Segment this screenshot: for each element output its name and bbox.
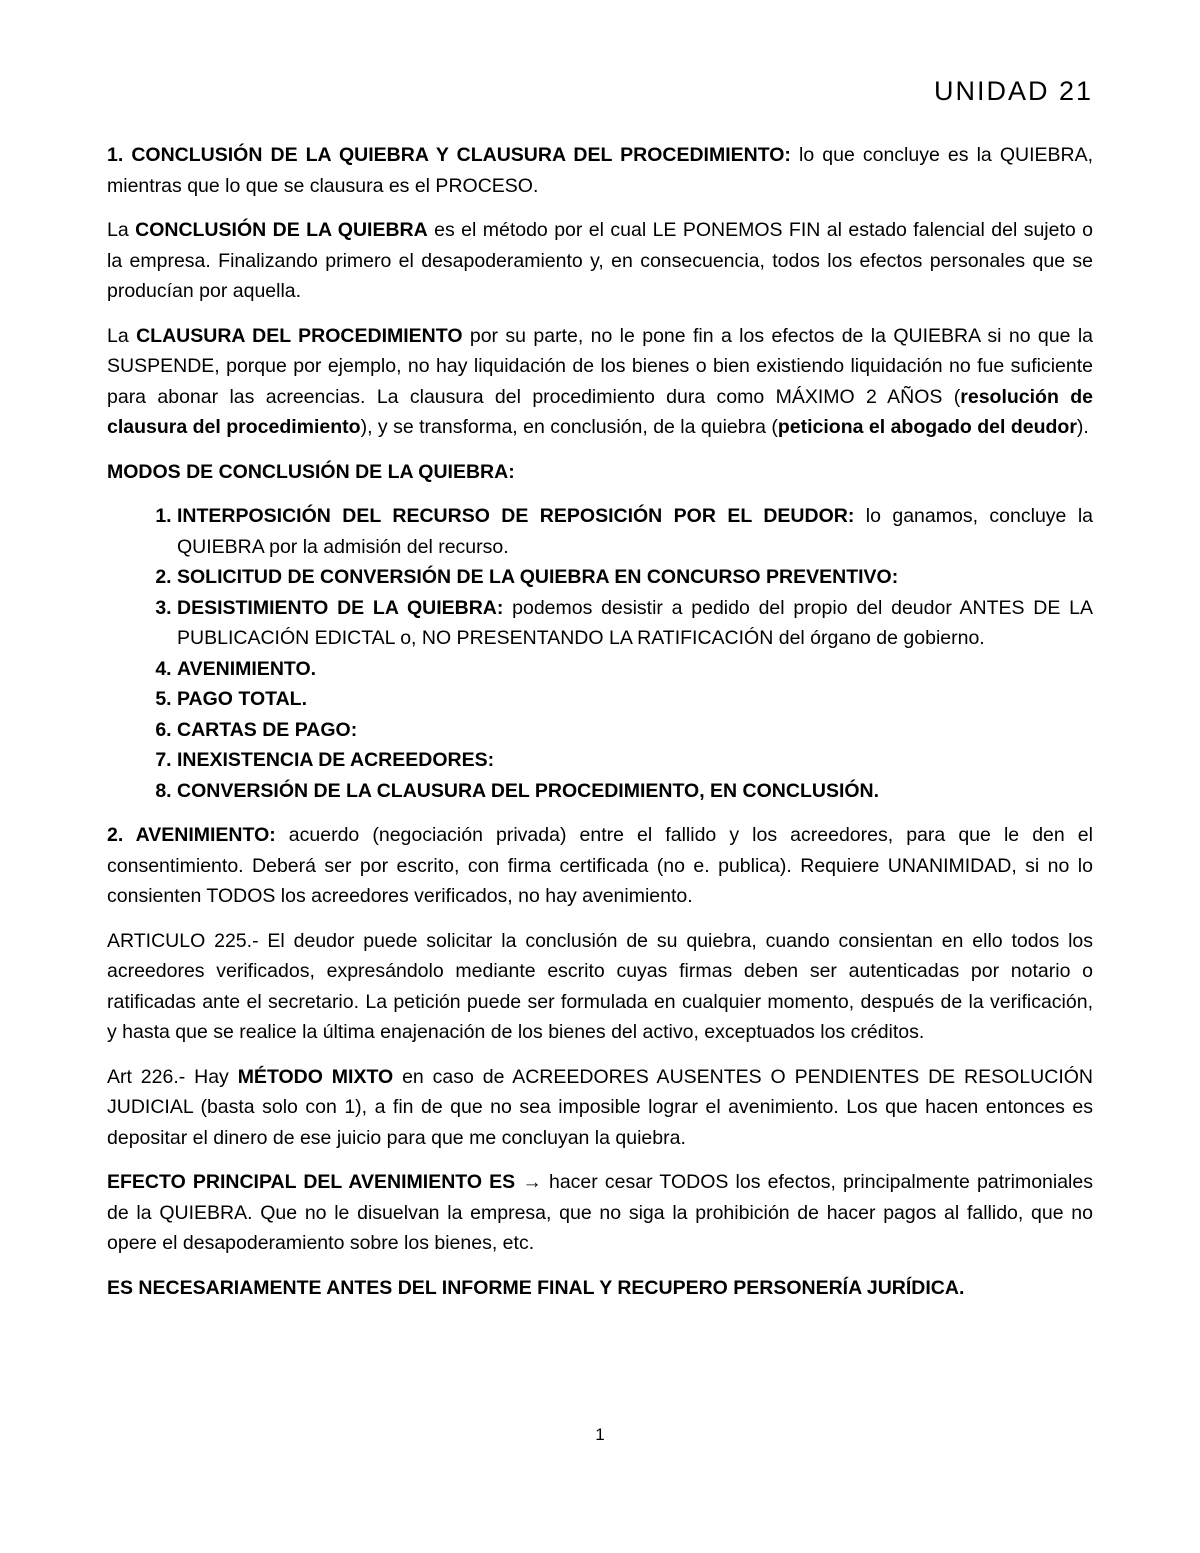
text-fragment: La bbox=[107, 219, 136, 241]
clausura-definition-paragraph bbox=[107, 321, 1093, 443]
conclusion-definition-paragraph bbox=[107, 215, 1093, 307]
bold-term-peticiona: peticiona el abogado del deudor bbox=[777, 416, 1077, 438]
section1-intro-paragraph bbox=[107, 140, 1093, 201]
unit-title: UNIDAD 21 bbox=[933, 76, 1093, 106]
text-fragment: Art 226.- Hay bbox=[107, 1065, 238, 1088]
list-item bbox=[177, 776, 1093, 807]
list-item bbox=[177, 715, 1093, 746]
text-fragment: SOLICITUD DE CONVERSIÓN DE LA QUIEBRA EN CONCURSO PREVENTIVO: bbox=[177, 566, 899, 588]
bold-term-resolucion: resolución de clausura del procedimiento bbox=[107, 385, 1093, 438]
text-fragment: POR EL DEUDOR: bbox=[662, 505, 855, 527]
bold-term-clausura: CLAUSURA DEL PROCEDIMIENTO bbox=[136, 324, 463, 347]
text-fragment: es el método por el cual LE PONEMOS FIN al estado falencial del sujeto o la empresa. Finalizando primero el desapoderamiento y, en consecuencia, todos los efectos personales que se producían por aquella. bbox=[107, 219, 1093, 302]
main-effect-paragraph bbox=[107, 1167, 1093, 1259]
text-fragment: ). bbox=[1076, 416, 1089, 438]
final-note-text: ES NECESARIAMENTE ANTES DEL INFORME FINAL Y RECUPERO PERSONERÍA JURÍDICA. bbox=[107, 1276, 965, 1299]
final-note-paragraph bbox=[107, 1273, 1093, 1304]
text-fragment: INTERPOSICIÓN DEL bbox=[177, 505, 393, 527]
text-fragment: CARTAS DE PAGO: bbox=[177, 718, 358, 741]
text-fragment: RECURSO DE REPOSICIÓN bbox=[392, 505, 663, 527]
text-fragment: podemos desistir a pedido del propio del deudor ANTES DE LA PUBLICACIÓN EDICTAL o, NO PRESENTANDO LA RATIFICACIÓN del órgano de gobierno. bbox=[177, 596, 1093, 649]
bold-term-metodo-mixto: MÉTODO MIXTO bbox=[237, 1065, 394, 1088]
bold-term-conclusion: CONCLUSIÓN DE LA QUIEBRA bbox=[135, 219, 428, 241]
text-fragment: ), y se transforma, en conclusión, de la quiebra ( bbox=[360, 416, 778, 438]
page-number: 1 bbox=[595, 1425, 605, 1444]
section1-intro-text: lo que concluye es la QUIEBRA, mientras que lo que se clausura es el PROCESO. bbox=[107, 144, 1094, 197]
modes-heading bbox=[107, 457, 1093, 488]
section2-heading: 2. AVENIMIENTO: bbox=[107, 824, 276, 846]
arrow-right-icon: → bbox=[522, 1171, 542, 1193]
text-fragment: hacer cesar TODOS los efectos, principalmente patrimoniales de la QUIEBRA. Que no le disuelvan la empresa, que no siga la prohibición de hacer pagos al fallido, que no opere el desapoderamiento sobre los bienes, etc. bbox=[107, 1171, 1093, 1254]
text-fragment: lo ganamos, concluye la QUIEBRA por la admisión del recurso. bbox=[177, 505, 1093, 558]
text-fragment: en caso de ACREEDORES AUSENTES O PENDIENTES DE RESOLUCIÓN JUDICIAL (basta solo con 1), a fin de que no sea imposible lograr el avenimiento. Los que hacen entonces es depositar el dinero de ese juicio para que me concluyan la quiebra. bbox=[107, 1065, 1093, 1149]
text-fragment: PAGO TOTAL. bbox=[177, 688, 307, 710]
document-body bbox=[107, 140, 1093, 1317]
text-fragment: CONVERSIÓN DE LA CLAUSURA DEL PROCEDIMIENTO, EN CONCLUSIÓN. bbox=[177, 779, 880, 802]
section2-intro-paragraph bbox=[107, 820, 1093, 912]
list-item bbox=[177, 501, 1093, 562]
list-item bbox=[177, 593, 1093, 654]
article-225-paragraph: ARTICULO 225.- El deudor puede solicitar la conclusión de su quiebra, cuando consientan en ello todos los acreedores verificados, expresándolo mediante escrito cuyas firmas deben ser autenticadas por notario o ratificadas ante el secretario. La petición puede ser formulada en cualquier momento, después de la verificación, y hasta que se realice la última enajenación de los bienes del activo, exceptuados los créditos. bbox=[107, 929, 1093, 1043]
list-item bbox=[177, 654, 1093, 685]
section2-intro-text: acuerdo (negociación privada) entre el fallido y los acreedores, para que le den el consentimiento. Deberá ser por escrito, con firma certificada (no e. publica). Requiere UNANIMIDAD, si no lo consienten TODOS los acreedores verificados, no hay avenimiento. bbox=[107, 824, 1093, 907]
text-fragment: La bbox=[107, 324, 137, 347]
text-fragment: DESISTIMIENTO DE LA QUIEBRA: bbox=[177, 596, 504, 619]
list-item bbox=[177, 562, 1093, 593]
bold-term-efecto: EFECTO PRINCIPAL DEL AVENIMIENTO ES bbox=[107, 1171, 516, 1193]
text-fragment: INEXISTENCIA DE ACREEDORES: bbox=[177, 749, 495, 771]
modes-list bbox=[107, 501, 1093, 806]
modes-heading-text: MODOS DE CONCLUSIÓN DE LA QUIEBRA: bbox=[107, 460, 515, 483]
section1-heading: 1. CONCLUSIÓN DE LA QUIEBRA Y CLAUSURA DEL PROCEDIMIENTO: bbox=[107, 144, 791, 166]
text-fragment: por su parte, no le pone fin a los efectos de la QUIEBRA si no que la SUSPENDE, porque por ejemplo, no hay liquidación de los bienes o bien existiendo liquidación no fue suficiente para abonar las acreencias. La clausura del procedimiento dura como MÁXIMO 2 AÑOS ( bbox=[107, 324, 1094, 408]
text-fragment: AVENIMIENTO. bbox=[177, 657, 317, 680]
list-item bbox=[177, 684, 1093, 715]
list-item bbox=[177, 745, 1093, 776]
article-226-paragraph bbox=[107, 1062, 1093, 1154]
